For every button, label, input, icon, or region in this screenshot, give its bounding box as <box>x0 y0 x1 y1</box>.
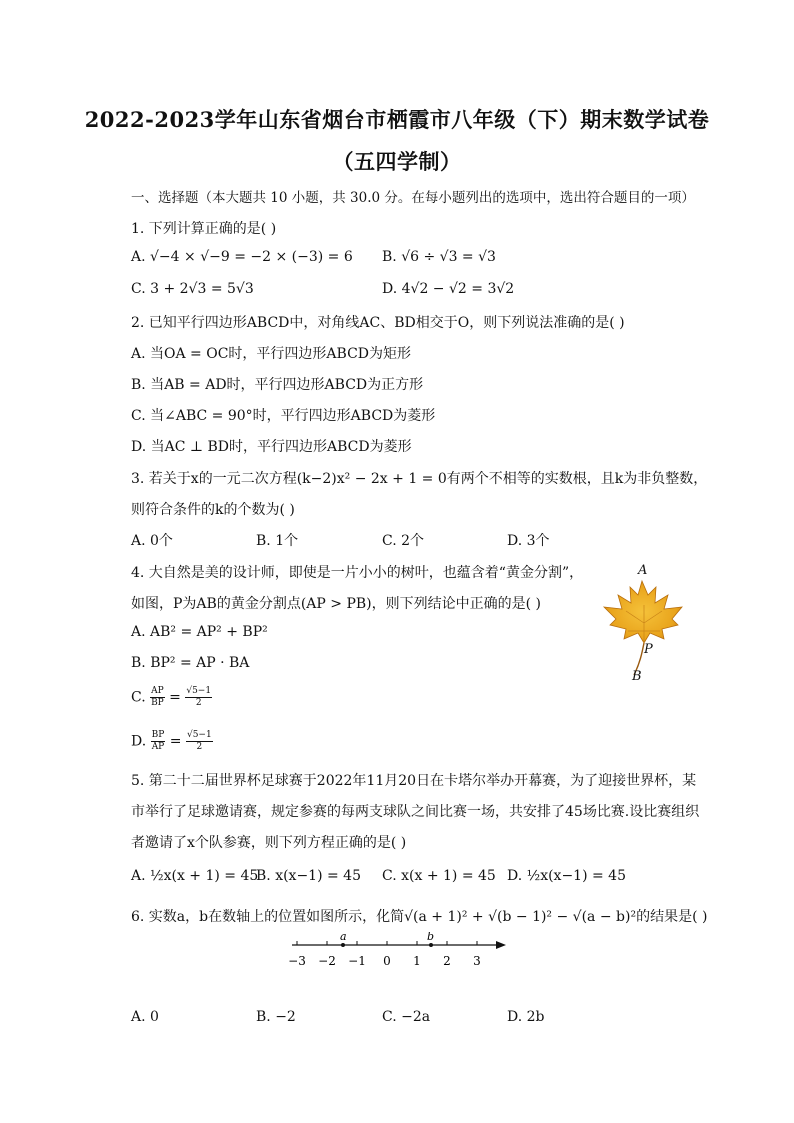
question-2-option-b: B. 当AB = AD时，平行四边形ABCD为正方形 <box>131 377 424 393</box>
maple-leaf-icon <box>598 565 688 690</box>
question-2-option-a: A. 当OA = OC时，平行四边形ABCD为矩形 <box>131 346 412 362</box>
question-5-stem-line1: 5. 第二十二届世界杯足球赛于2022年11月20日在卡塔尔举办开幕赛，为了迎接世界杯，某 <box>131 773 697 789</box>
question-4-stem-line2: 如图，P为AB的黄金分割点(AP > PB)，则下列结论中正确的是( ) <box>131 596 541 612</box>
page-title: 2022-2023学年山东省烟台市栖霞市八年级（下）期末数学试卷 <box>84 107 710 132</box>
question-2-stem: 2. 已知平行四边形ABCD中，对角线AC、BD相交于O，则下列说法准确的是( ) <box>131 315 625 331</box>
arrow-right-icon <box>496 941 506 949</box>
question-6-option-c: C. −2a <box>382 1009 431 1025</box>
figure-label-b: B <box>632 669 642 684</box>
question-5-option-a: A. ½x(x + 1) = 45 <box>131 868 259 884</box>
section-heading: 一、选择题（本大题共 10 小题，共 30.0 分。在每小题列出的选项中，选出符合题目的一项） <box>131 190 695 206</box>
tick-label: −1 <box>348 954 366 968</box>
question-5-option-d: D. ½x(x−1) = 45 <box>507 868 626 884</box>
question-1-option-c: C. 3 + 2√3 = 5√3 <box>131 281 254 297</box>
tick-label: −2 <box>318 954 336 968</box>
tick-label: 1 <box>413 954 421 968</box>
label-b: b <box>427 932 435 943</box>
question-4-option-d: D. $\frac{BP}{AP}$ = $\frac{√5-1}{2}$ <box>131 730 212 752</box>
question-3-option-b: B. 1个 <box>256 533 299 549</box>
question-4-option-b: B. BP² = AP · BA <box>131 655 250 671</box>
question-1-option-d: D. 4√2 − √2 = 3√2 <box>382 281 515 297</box>
question-3-stem-line1: 3. 若关于x的一元二次方程(k−2)x² − 2x + 1 = 0有两个不相等的实数根，且k为非负整数， <box>131 471 708 487</box>
maple-leaf-figure <box>598 565 688 690</box>
figure-label-a: A <box>638 563 648 578</box>
question-3-option-c: C. 2个 <box>382 533 425 549</box>
question-5-stem-line2: 市举行了足球邀请赛，规定参赛的每两支球队之间比赛一场，共安排了45场比赛.设比赛组织 <box>131 804 700 820</box>
question-5-option-c: C. x(x + 1) = 45 <box>382 868 496 884</box>
label-a: a <box>340 932 347 943</box>
point-a <box>341 943 345 947</box>
question-3-stem-line2: 则符合条件的k的个数为( ) <box>131 502 295 518</box>
question-1-option-b: B. √6 ÷ √3 = √3 <box>382 249 496 265</box>
question-6-option-a: A. 0 <box>131 1009 159 1025</box>
figure-label-p: P <box>644 642 653 657</box>
question-2-option-c: C. 当∠ABC = 90°时，平行四边形ABCD为菱形 <box>131 408 436 424</box>
question-6-stem: 6. 实数a，b在数轴上的位置如图所示，化简√(a + 1)² + √(b − 1)² − √(a − b)²的结果是( ) <box>131 909 708 925</box>
question-6-option-d: D. 2b <box>507 1009 545 1025</box>
question-4-option-c: C. $\frac{AP}{BP}$ = $\frac{√5-1}{2}$ <box>131 686 212 708</box>
question-5-stem-line3: 者邀请了x个队参赛，则下列方程正确的是( ) <box>131 835 407 851</box>
question-1-option-a: A. √−4 × √−9 = −2 × (−3) = 6 <box>131 249 353 265</box>
number-line-figure <box>286 932 512 974</box>
question-4-stem-line1: 4. 大自然是美的设计师，即使是一片小小的树叶，也蕴含着“黄金分割”， <box>131 565 584 581</box>
tick-label: −3 <box>288 954 306 968</box>
question-3-option-a: A. 0个 <box>131 533 173 549</box>
point-b <box>429 943 433 947</box>
tick-label: 0 <box>383 954 391 968</box>
question-4-option-a: A. AB² = AP² + BP² <box>131 624 268 640</box>
question-2-option-d: D. 当AC ⊥ BD时，平行四边形ABCD为菱形 <box>131 439 412 455</box>
question-5-option-b: B. x(x−1) = 45 <box>256 868 361 884</box>
question-3-option-d: D. 3个 <box>507 533 550 549</box>
tick-label: 3 <box>473 954 481 968</box>
question-1-stem: 1. 下列计算正确的是( ) <box>131 221 277 237</box>
page-subtitle: （五四学制） <box>332 149 462 174</box>
tick-label: 2 <box>443 954 451 968</box>
question-6-option-b: B. −2 <box>256 1009 296 1025</box>
